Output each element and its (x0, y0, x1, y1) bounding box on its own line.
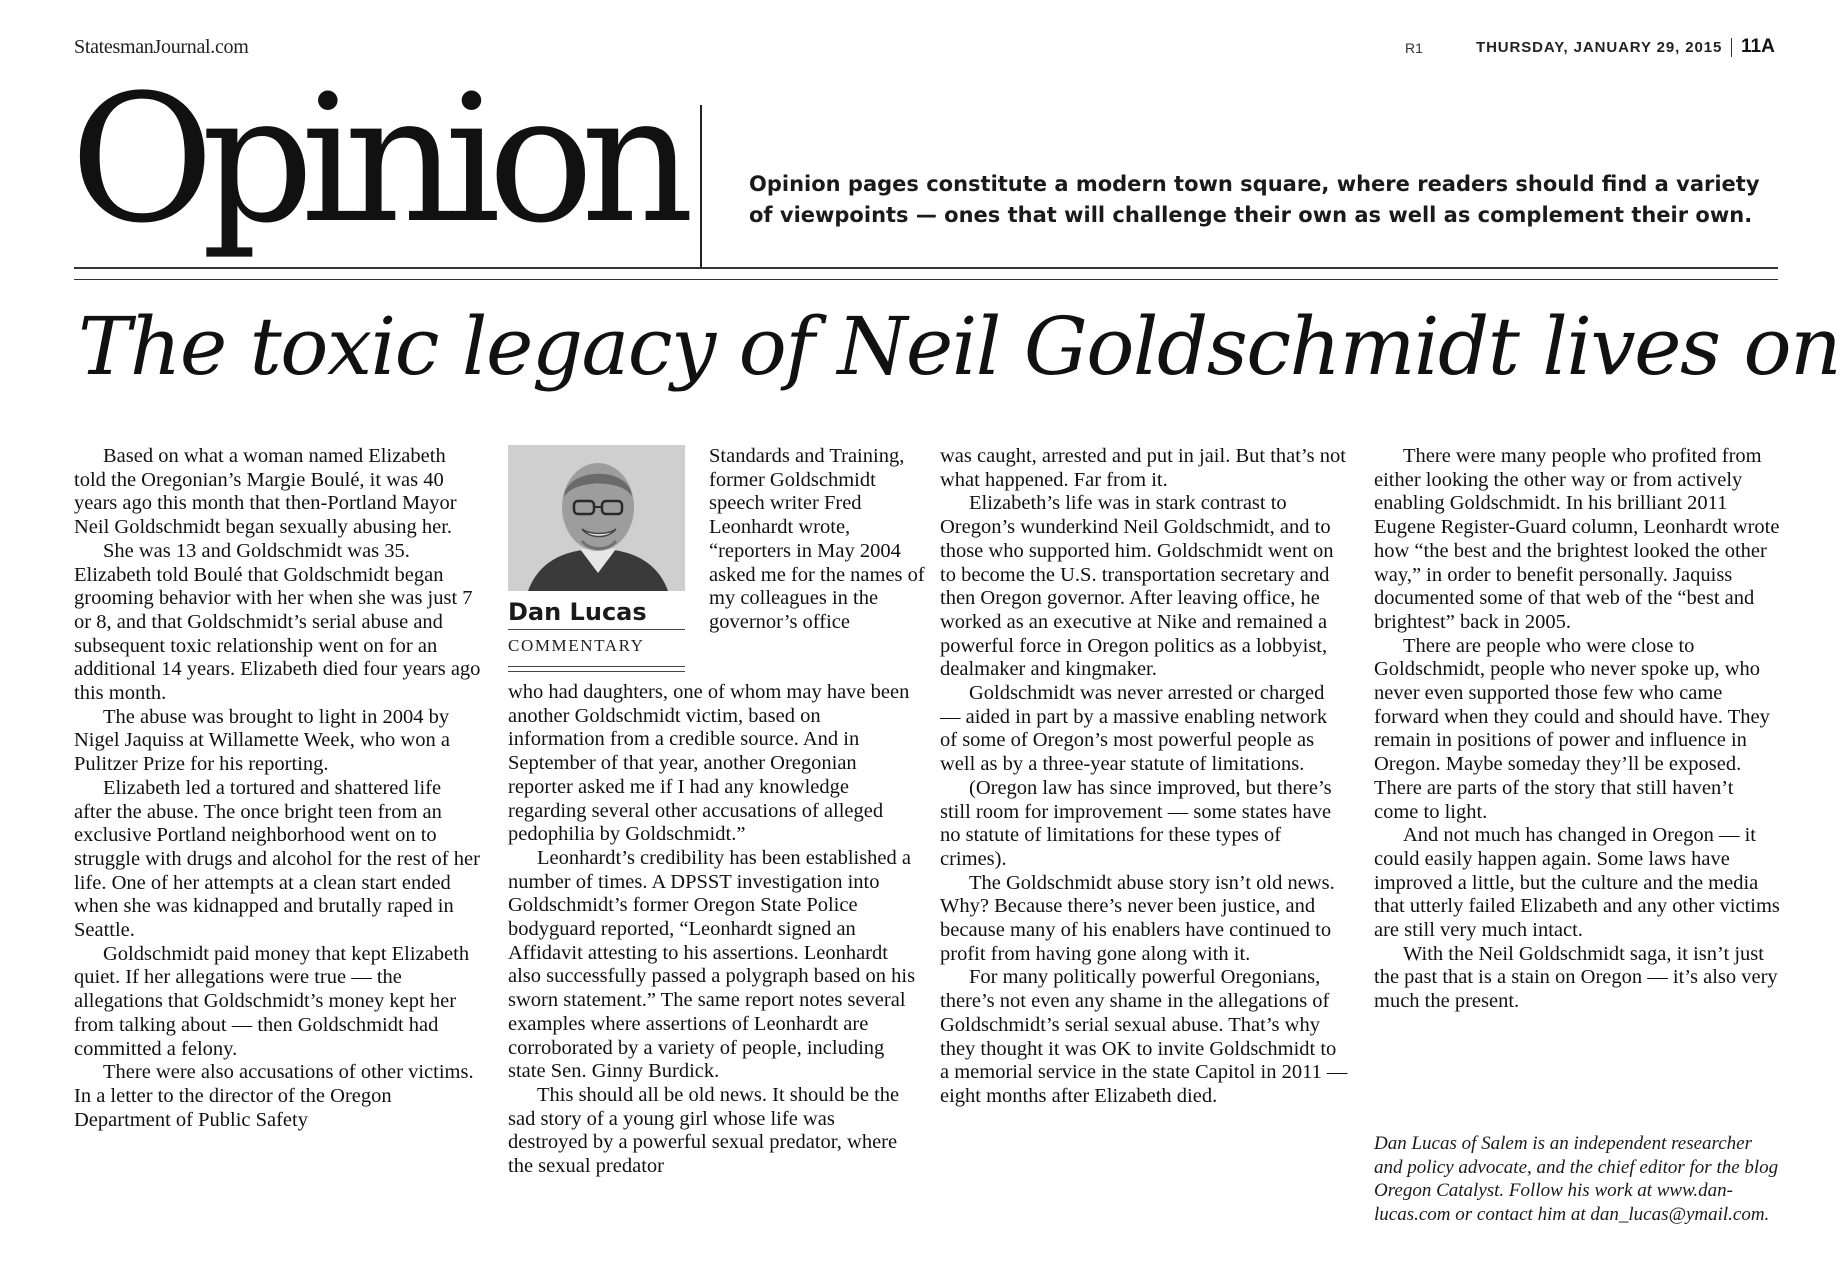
section-rule (74, 267, 1778, 280)
paragraph: Elizabeth led a tortured and shattered life after the abuse. The once bright teen from an exclusive Portland neighborhood went on to struggle with drugs and alcohol for the rest of her life. One of her attempts at a clean start ended when she was kidnapped and brutally raped in Seattle. (74, 776, 480, 942)
author-role: COMMENTARY (508, 636, 645, 655)
headline: The toxic legacy of Neil Goldschmidt lives on (78, 300, 1841, 393)
paragraph: The abuse was brought to light in 2004 by Nigel Jaquiss at Willamette Week, who won a Pulitzer Prize for his reporting. (74, 705, 450, 776)
article-column-2-top (709, 445, 925, 635)
section-flag: Opinion (70, 57, 682, 262)
flag-divider (700, 105, 702, 268)
article-column-4 (1374, 445, 1782, 1014)
author-portrait-icon (508, 445, 685, 591)
byline-rule (508, 629, 685, 630)
paragraph: Standards and Training, former Goldschmidt speech writer Fred Leonhardt wrote, “reporters in May 2004 asked me for the names of my colleagues in the governor’s office (709, 445, 925, 633)
paragraph: The Goldschmidt abuse story isn’t old news. Why? Because there’s never been justice, and because many of his enablers have continued to profit from having gone along with it. (940, 871, 1335, 965)
article-column-1 (74, 445, 482, 1132)
paragraph: who had daughters, one of whom may have been another Goldschmidt victim, based on information from a credible source. And in September of that year, another Oregonian reporter asked me if I had any knowledge regarding several other accusations of alleged pedophilia by Goldschmidt.” (508, 681, 910, 846)
article-column-2 (508, 681, 916, 1179)
paragraph: Goldschmidt was never arrested or charged — aided in part by a massive enabling network of some of Oregon’s most powerful people as well as by a three-year statute of limitations. (940, 682, 1328, 776)
paragraph: was caught, arrested and put in jail. But that’s not what happened. Far from it. (940, 445, 1346, 491)
paragraph: Goldschmidt paid money that kept Elizabeth quiet. If her allegations were true — the allegations that Goldschmidt’s money kept her from talking about — then Goldschmidt had committed a felony. (74, 942, 470, 1060)
site-url: StatesmanJournal.com (74, 36, 249, 58)
author-name: Dan Lucas (508, 598, 647, 626)
author-photo (508, 445, 685, 591)
paragraph: There were also accusations of other victims. In a letter to the director of the Oregon Department of Public Safety (74, 1061, 474, 1131)
paragraph: Based on what a woman named Elizabeth told the Oregonian’s Margie Boulé, it was 40 years ago this month that then-Portland Mayor Neil Goldschmidt began sexually abusing her. (74, 445, 457, 539)
paragraph: (Oregon law has since improved, but there’s still room for improvement — some states have no statute of limitations for these types of crimes). (940, 776, 1332, 870)
paragraph: There are people who were close to Goldschmidt, people who never spoke up, who never even supported those few who came forward when they could and should have. They remain in positions of power and influence in Oregon. Maybe someday they’ll be exposed. There are parts of the story that still haven’t come to light. (1374, 634, 1770, 823)
paragraph: And not much has changed in Oregon — it could easily happen again. Some laws have improved a little, but the culture and the media that utterly failed Elizabeth and any other victims are still very much intact. (1374, 824, 1780, 942)
article-column-3 (940, 445, 1348, 1109)
section-motto: Opinion pages constitute a modern town square, where readers should find a variety of viewpoints — ones that will challenge their own as well as complement their own. (749, 172, 1760, 227)
paragraph: Leonhardt’s credibility has been established a number of times. A DPSST investigation into Goldschmidt’s former Oregon State Police bodyguard reported, “Leonhardt signed an Affidavit attesting to his assertions. Leonhardt also successfully passed a polygraph based on his sworn statement.” The same report notes several examples where assertions of Leonhardt are corroborated by a variety of people, including state Sen. Ginny Burdick. (508, 846, 916, 1083)
folio-code: R1 (1405, 40, 1423, 56)
author-tagline: Dan Lucas of Salem is an independent researcher and policy advocate, and the chief editor for the blog Oregon Catalyst. Follow his work at www.dan-lucas.com or contact him at dan_lucas@ymail.com. (1374, 1133, 1779, 1226)
header-separator (1731, 38, 1732, 57)
paragraph: For many politically powerful Oregonians, there’s not even any shame in the allegations of Goldschmidt’s serial sexual abuse. That’s why they thought it was OK to invite Goldschmidt to a memorial service in the state Capitol in 2011 — eight months after Elizabeth died. (940, 966, 1348, 1107)
paragraph: She was 13 and Goldschmidt was 35. Elizabeth told Boulé that Goldschmidt began grooming behavior with her when she was just 7 or 8, and that Goldschmidt’s serial abuse and subsequent toxic relationship went on for an additional 14 years. Elizabeth died four years ago this month. (74, 539, 481, 705)
paragraph: There were many people who profited from either looking the other way or from actively enabling Goldschmidt. In his brilliant 2011 Eugene Register-Guard column, Leonhardt wrote how “the best and the brightest looked the other way,” in order to benefit personally. Jaquiss documented some of that web of the “best and brightest” back in 2005. (1374, 445, 1780, 633)
paragraph: This should all be old news. It should be the sad story of a young girl whose life was destroyed by a powerful sexual predator, where the sexual predator (508, 1083, 900, 1178)
paragraph: Elizabeth’s life was in stark contrast to Oregon’s wunderkind Neil Goldschmidt, and to those who supported him. Goldschmidt went on to become the U.S. transportation secretary and then Oregon governor. After leaving office, he worked as an executive at Nike and remained a powerful force in Oregon politics as a lobbyist, dealmaker and kingmaker. (940, 492, 1334, 681)
page-number: 11A (1741, 36, 1775, 57)
role-rule (508, 666, 685, 672)
paragraph: With the Neil Goldschmidt saga, it isn’t just the past that is a stain on Oregon — it’s also very much the present. (1374, 942, 1778, 1013)
issue-date: THURSDAY, JANUARY 29, 2015 (1476, 39, 1723, 56)
